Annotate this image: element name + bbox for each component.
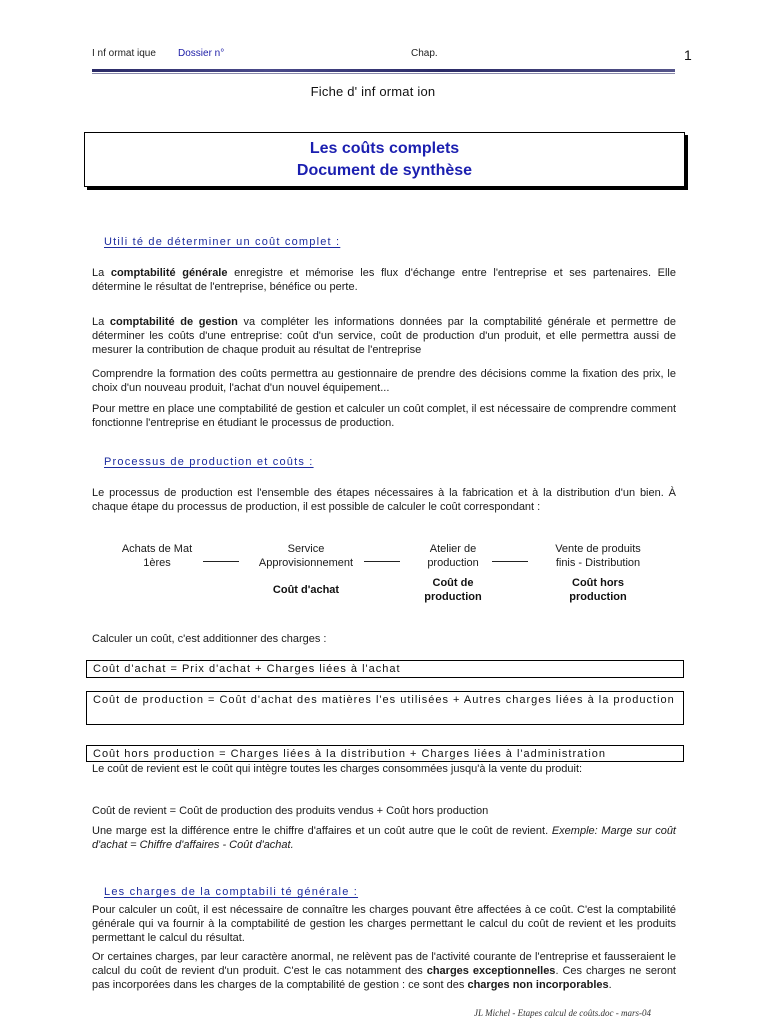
formula-cout-achat: Coût d'achat = Prix d'achat + Charges liées à l'achat xyxy=(86,660,684,678)
paragraph-charges-non-incorporables: Or certaines charges, par leur caractère anormal, ne relèvent pas de l'activité courante de l'entreprise et fausseraient le calcul du coût de revient d'un produit. C'est le cas notamment des charges exceptionnelles. Ces charges ne seront pas incorporées dans les charges de la comptabilité de gestion : ce sont des charges non incorporables. xyxy=(92,951,676,991)
section-heading-charges: Les charges de la comptabili té générale : xyxy=(104,886,359,898)
paragraph-processus: Le processus de production est l'ensemble des étapes nécessaires à la fabrication et à la distribution d'un bien. À chaque étape du processus de production, il est possible de calculer le coût correspondant : xyxy=(92,487,676,513)
paragraph-comptabilite-generale: La comptabilité générale enregistre et mémorise les flux d'échange entre l'entreprise et ses partenaires. Elle détermine le résultat de l'entreprise, bénéfice ou perte. xyxy=(92,267,676,293)
doc-title-line2: Document de synthèse xyxy=(296,162,473,179)
formula-cout-revient: Coût de revient = Coût de production des produits vendus + Coût hors production xyxy=(92,805,489,817)
doc-title-line1: Les coûts complets xyxy=(309,140,460,157)
paragraph-formation-couts: Comprendre la formation des coûts permettra au gestionnaire de prendre des décisions comme la fixation des prix, le choix d'un nouveau produit, l'achat d'un nouvel équipement... xyxy=(92,368,676,394)
flow-cost-hors-production: Coût hors production xyxy=(569,577,627,603)
page-number: 1 xyxy=(684,47,692,63)
flow-connector xyxy=(364,561,400,562)
header-subject: I nf ormat ique xyxy=(92,48,156,59)
flow-connector xyxy=(203,561,239,562)
header-dossier: Dossier n° xyxy=(178,48,225,59)
flow-step-vente: Vente de produits finis - Distribution xyxy=(555,543,641,569)
flow-step-atelier: Atelier de production xyxy=(427,543,479,569)
paragraph-cout-revient: Le coût de revient est le coût qui intègre toutes les charges consommées jusqu'à la vente du produit: xyxy=(92,763,583,775)
paragraph-charges-calcul: Pour calculer un coût, il est nécessaire de connaître les charges pouvant être affectées à ce coût. C'est la comptabilité générale qui va fournir à la comptabilité de gestion les charges permettant le calcul du coût de revient et les produits permettant le calcul du résultat. xyxy=(92,904,676,944)
flow-step-approvisionnement: Service Approvisionnement xyxy=(258,543,354,569)
header-rule xyxy=(92,69,675,72)
paragraph-comptabilite-gestion: La comptabilité de gestion va compléter les informations données par la comptabilité générale et permettre de déterminer les coûts d'une entreprise: coût d'un service, coût de production d'un produit, et elle permettra aussi de mesurer la contribution de chaque produit au résultat de l'entreprise xyxy=(92,316,676,356)
fiche-title: Fiche d' inf ormat ion xyxy=(310,84,436,99)
footer-note: JL Michel - Etapes calcul de coûts.doc - mars-04 xyxy=(474,1008,652,1018)
header-rule-thin xyxy=(92,73,675,74)
formula-cout-hors-production: Coût hors production = Charges liées à la distribution + Charges liées à l'administration xyxy=(86,745,684,762)
paragraph-mise-en-place: Pour mettre en place une comptabilité de gestion et calculer un coût complet, il est nécessaire de comprendre comment fonctionne l'entreprise en étudiant le processus de production. xyxy=(92,403,676,429)
flow-step-achats: Achats de Mat 1ères xyxy=(121,543,193,569)
flow-cost-achat: Coût d'achat xyxy=(272,584,340,596)
paragraph-calculer-cout: Calculer un coût, c'est additionner des charges : xyxy=(92,633,327,645)
formula-cout-production: Coût de production = Coût d'achat des matières l'es utilisées + Autres charges liées à la production xyxy=(86,691,684,725)
flow-connector xyxy=(492,561,528,562)
header-chapter: Chap. xyxy=(411,48,438,59)
paragraph-marge: Une marge est la différence entre le chiffre d'affaires et un coût autre que le coût de revient. Exemple: Marge sur coût d'achat = Chiffre d'affaires - Coût d'achat. xyxy=(92,825,676,851)
flow-cost-production: Coût de production xyxy=(424,577,482,603)
doc-title-box xyxy=(84,132,685,187)
section-heading-processus: Processus de production et coûts : xyxy=(104,456,314,468)
section-heading-utilite: Utili té de déterminer un coût complet : xyxy=(104,236,341,248)
